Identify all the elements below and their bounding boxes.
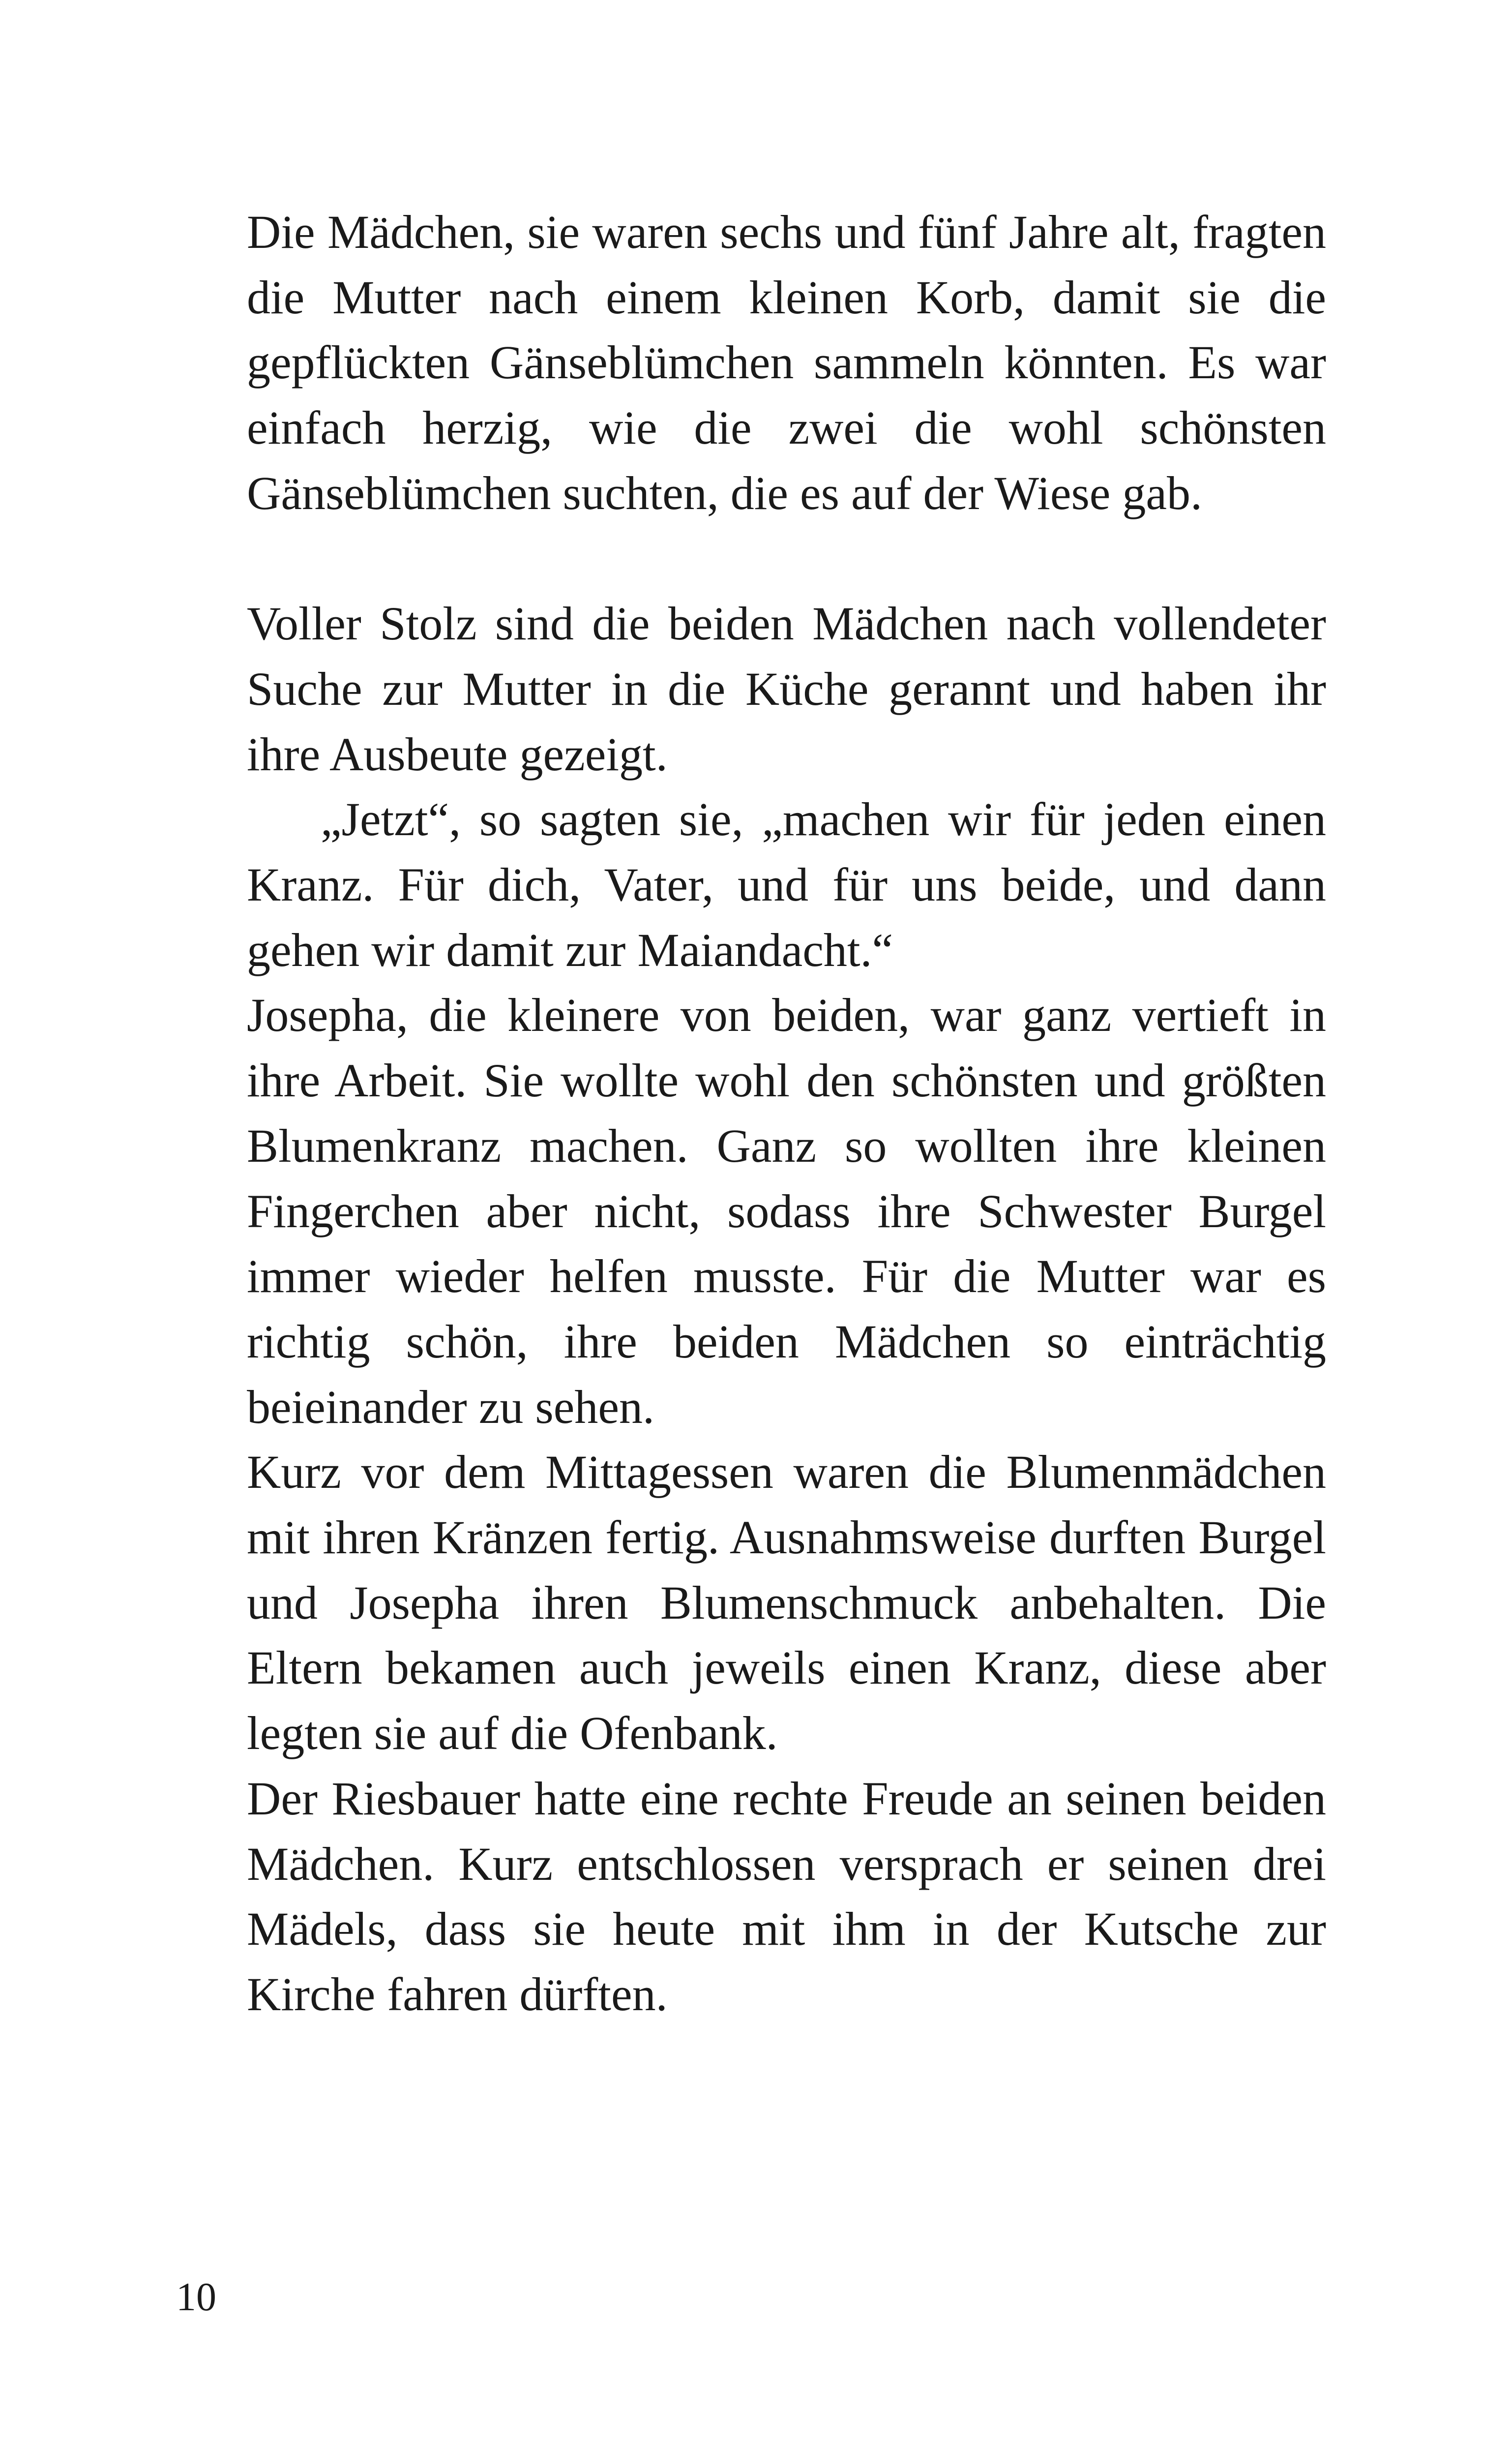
- paragraph-riesbauer: Der Riesbauer hatte eine rechte Freude an seinen beiden Mädchen. Kurz entschlossen versprach er seinen drei Mädels, dass sie heute mit ihm in der Kutsche zur Kirche fahren dürften.: [247, 1772, 1326, 2021]
- page-number: 10: [176, 2274, 216, 2319]
- paragraph-josepha: Josepha, die kleinere von beiden, war ganz vertieft in ihre Arbeit. Sie wollte wohl den schönsten und größten Blumenkranz machen. Ganz so wollten ihre kleinen Fingerchen aber nicht, sodass ihre Schwester Burgel immer wieder helfen musste. Für die Mutter war es richtig schön, ihre beiden Mädchen so einträchtig beieinander zu sehen.: [247, 989, 1326, 1433]
- paragraph-daisies: Die Mädchen, sie waren sechs und fünf Jahre alt, fragten die Mutter nach einem kleinen Korb, damit sie die gepflückten Gänseblümchen sammeln könnten. Es war einfach herzig, wie die zwei die wohl schönsten Gänseblümchen suchten, die es auf der Wiese gab.: [247, 206, 1326, 519]
- paragraph-kitchen: Voller Stolz sind die beiden Mädchen nach vollendeter Suche zur Mutter in die Küche gerannt und haben ihr ihre Ausbeute gezeigt.: [247, 597, 1326, 781]
- paragraph-dialogue: „Jetzt“, so sagten sie, „machen wir für jeden einen Kranz. Für dich, Vater, und für uns beide, und dann gehen wir damit zur Maiandacht.“: [247, 793, 1326, 976]
- paragraph-lunch: Kurz vor dem Mittagessen waren die Blumenmädchen mit ihren Kränzen fertig. Ausnahmsweise durften Burgel und Josepha ihren Blumenschmuck anbehalten. Die Eltern bekamen auch jeweils einen Kranz, diese aber legten sie auf die Ofenbank.: [247, 1446, 1326, 1760]
- body-text: [247, 200, 1326, 2027]
